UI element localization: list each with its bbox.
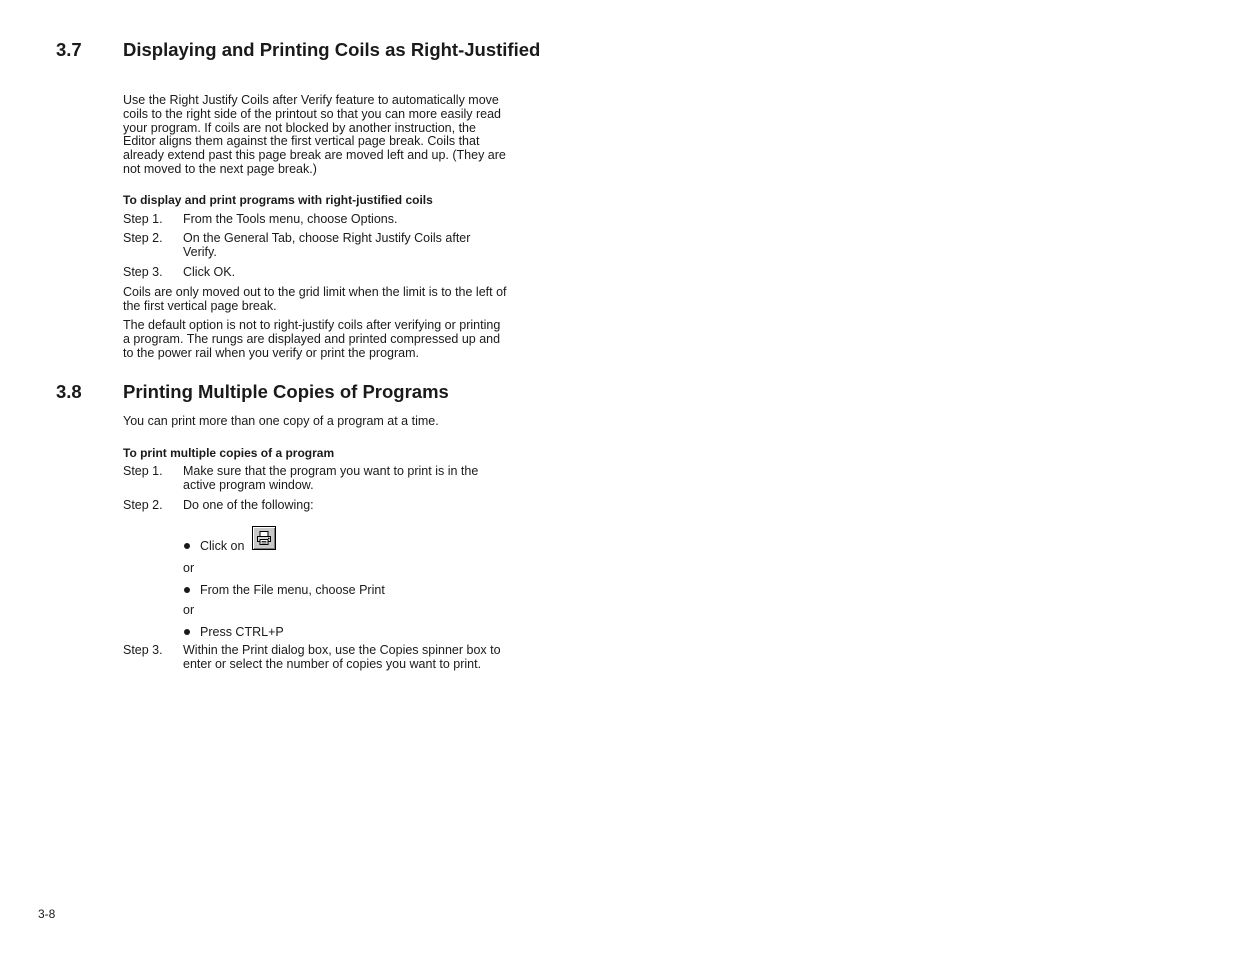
bullet-icon <box>184 587 190 593</box>
section-3-8-step-1-text: Make sure that the program you want to print is in the active program window. <box>183 464 479 492</box>
or-separator-1: or <box>183 561 195 575</box>
option-press-ctrl-p: Press CTRL+P <box>200 625 284 639</box>
print-button[interactable] <box>252 526 276 550</box>
section-3-7-note-1: Coils are only moved out to the grid limit when the limit is to the left of the first vertical page break. <box>123 285 507 313</box>
section-3-8-title: Printing Multiple Copies of Programs <box>123 381 449 402</box>
section-3-7-number: 3.7 <box>56 39 82 60</box>
printer-icon <box>256 530 272 546</box>
bullet-icon <box>184 629 190 635</box>
section-3-7-step-1-text: From the Tools menu, choose Options. <box>183 212 398 226</box>
section-3-7-note-2: The default option is not to right-justify coils after verifying or printing a program. The rungs are displayed and printed compressed up and to the power rail when you verify or print the program. <box>123 318 501 360</box>
section-3-8-step-2-label: Step 2. <box>123 498 163 512</box>
section-3-8-step-1-label: Step 1. <box>123 464 163 478</box>
section-3-7-title: Displaying and Printing Coils as Right-Justified <box>123 39 541 60</box>
bullet-icon <box>184 543 190 549</box>
section-3-7-step-2-label: Step 2. <box>123 231 163 245</box>
section-3-8-step-3-label: Step 3. <box>123 643 163 657</box>
section-3-7-procedure-heading: To display and print programs with right-justified coils <box>123 193 433 207</box>
section-3-7-intro: Use the Right Justify Coils after Verify feature to automatically move coils to the right side of the printout so that you can more easily read your program. If coils are not blocked by another instruction, the Editor aligns them against the first vertical page break. Coils that already extend past this page break are moved left and up. (They are not moved to the next page break.) <box>123 93 506 176</box>
section-3-8-procedure-heading: To print multiple copies of a program <box>123 446 335 460</box>
section-3-7-step-1-label: Step 1. <box>123 212 163 226</box>
section-3-7-step-3-text: Click OK. <box>183 265 236 279</box>
section-3-7-step-2-text: On the General Tab, choose Right Justify Coils after Verify. <box>183 231 471 259</box>
section-3-7-step-3-label: Step 3. <box>123 265 163 279</box>
section-3-8-intro: You can print more than one copy of a program at a time. <box>123 414 439 428</box>
section-3-8-number: 3.8 <box>56 381 82 402</box>
page-number: 3-8 <box>38 907 56 921</box>
section-3-8-step-3-text: Within the Print dialog box, use the Copies spinner box to enter or select the number of copies you want to print. <box>183 643 501 671</box>
option-click-on: Click on <box>200 539 245 553</box>
option-file-menu-print: From the File menu, choose Print <box>200 583 385 597</box>
section-3-8-step-2-text: Do one of the following: <box>183 498 314 512</box>
or-separator-2: or <box>183 603 195 617</box>
